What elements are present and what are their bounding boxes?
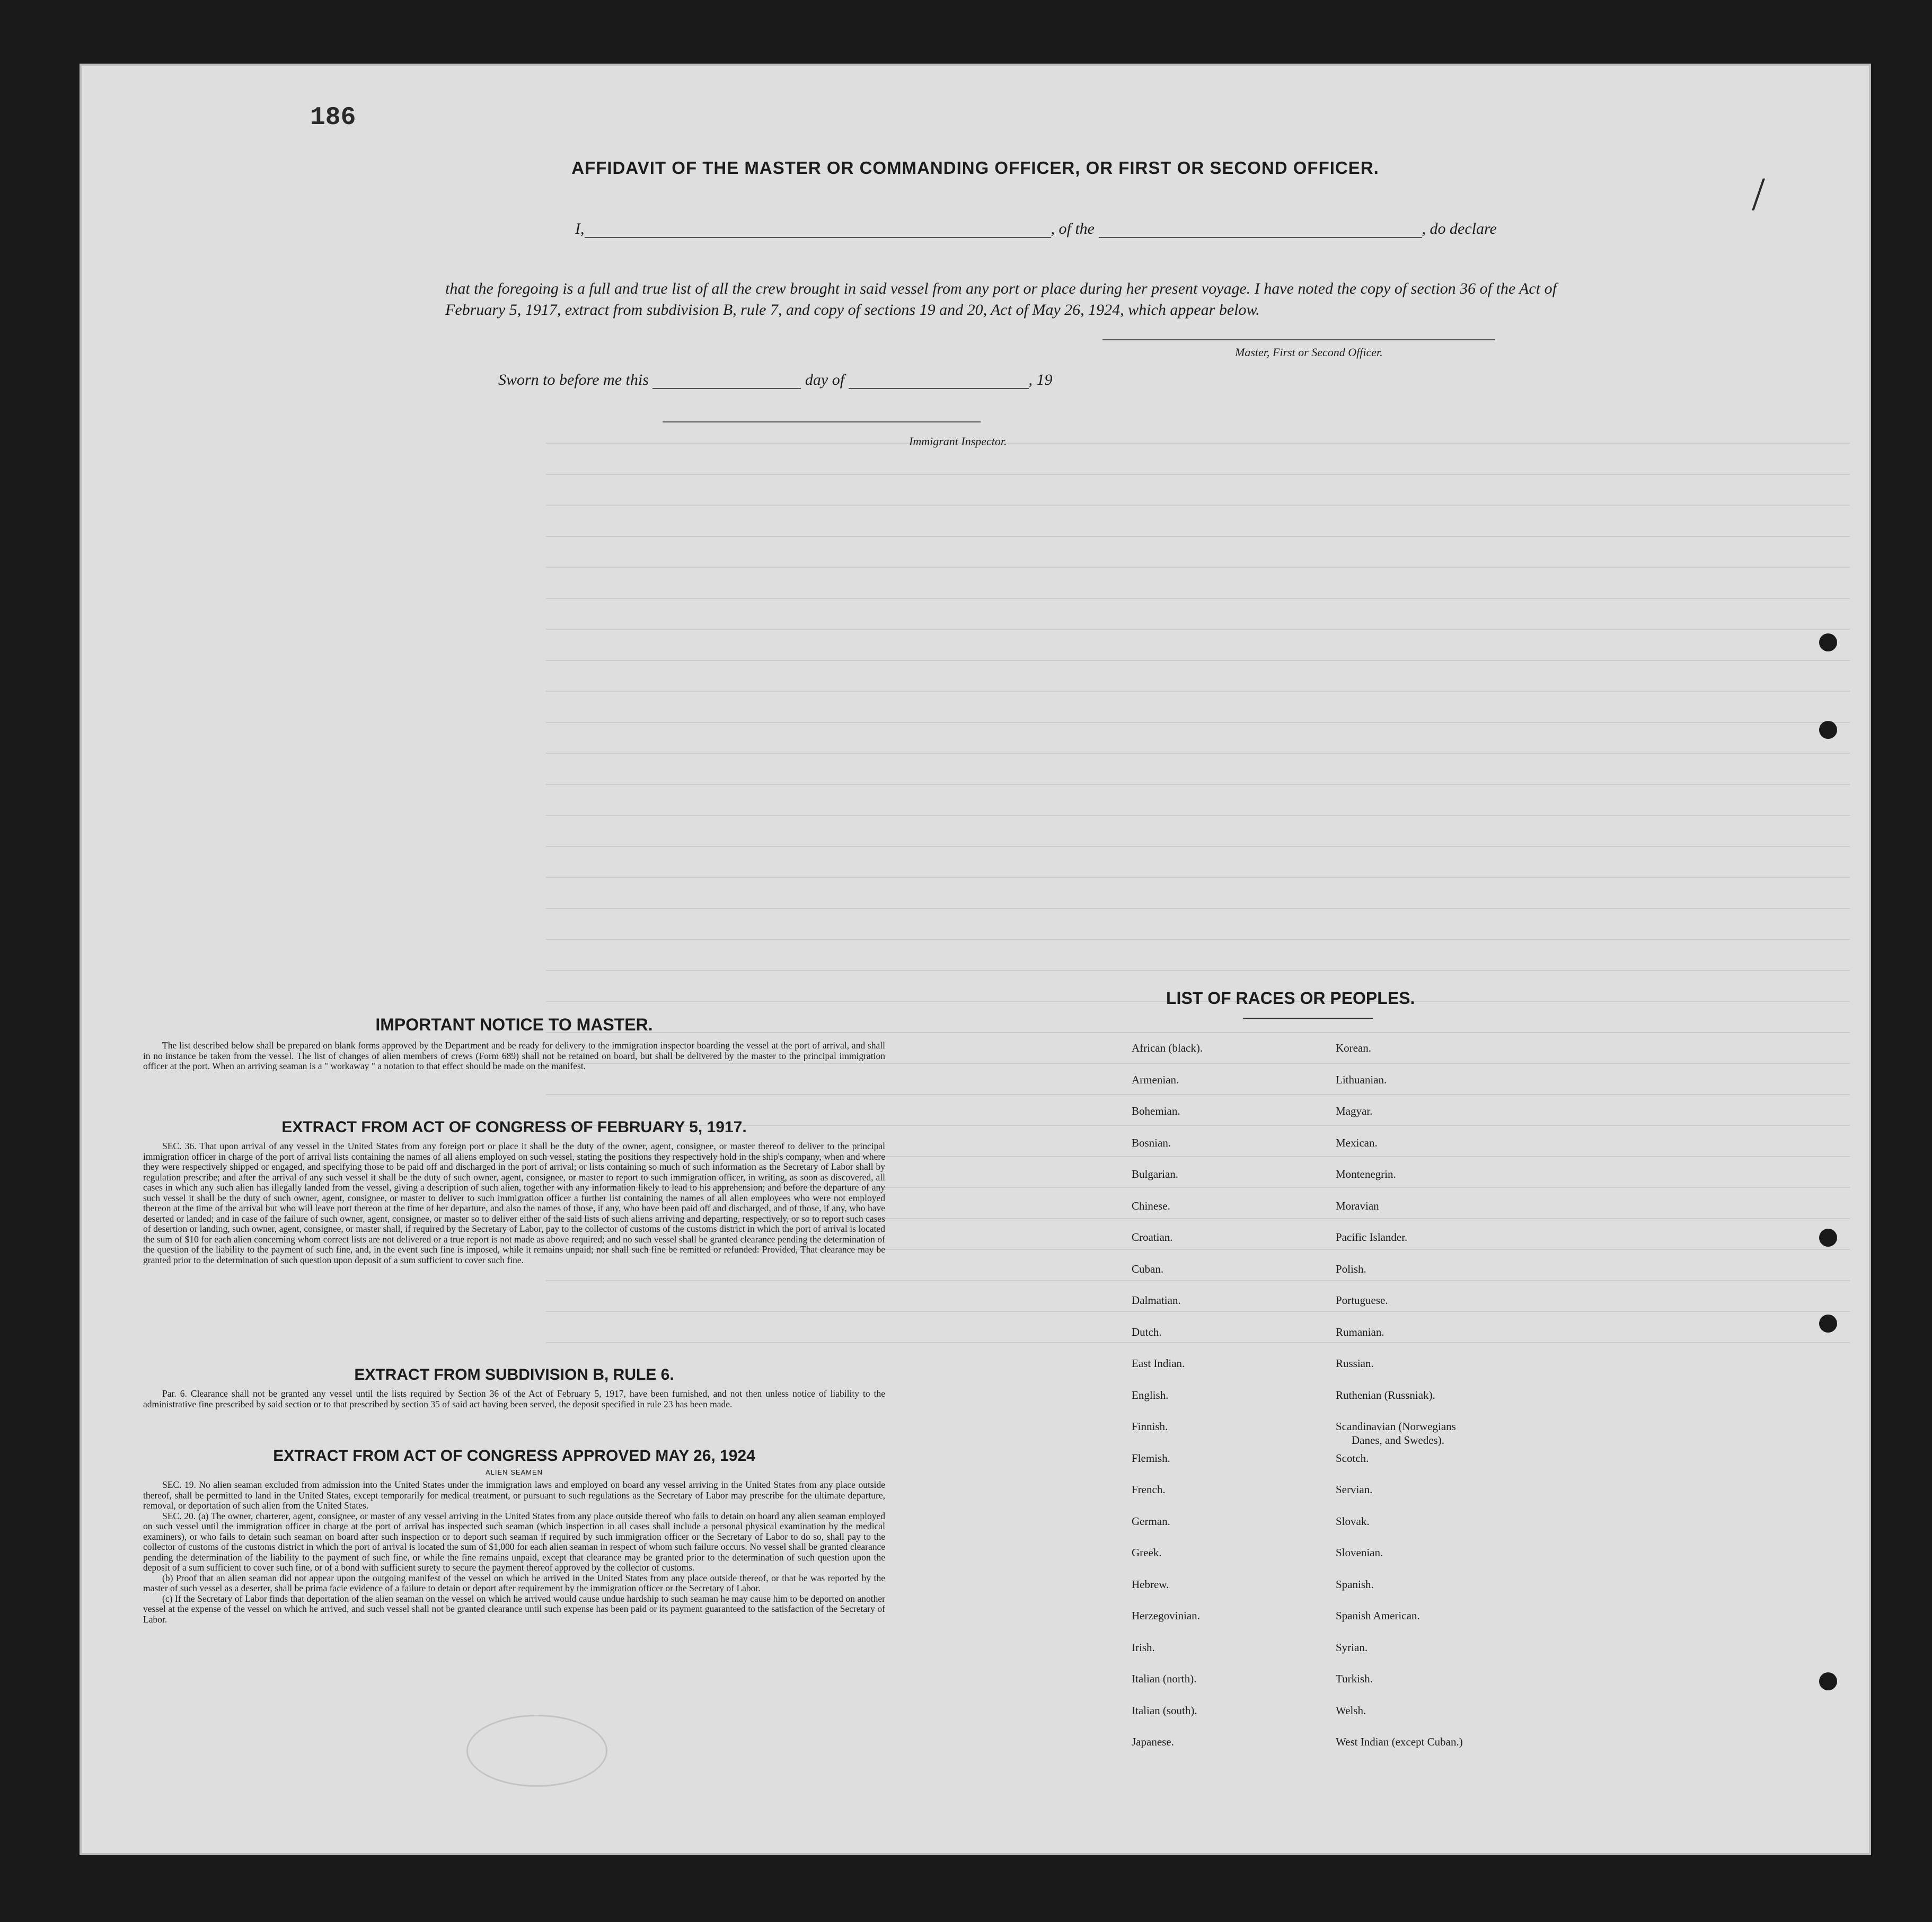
- affidavit-body: that the foregoing is a full and true list of all the crew brought in said vessel from any port or place during her present voyage. I have noted the copy of section 36 of the Act of February 5, 1917, extract from subdivision B, rule 7, and copy of sections 19 and 20, Act of May 26, 1924, which appear below.: [445, 280, 1557, 319]
- race-item: German.: [1132, 1514, 1170, 1528]
- inspector-label: Immigrant Inspector.: [909, 435, 1007, 448]
- ghost-rule: [546, 970, 1850, 971]
- month-blank[interactable]: [849, 372, 1029, 389]
- extract-1917-title: EXTRACT FROM ACT OF CONGRESS OF FEBRUARY 5, 1917.: [281, 1118, 747, 1136]
- race-item: Polish.: [1336, 1262, 1366, 1275]
- affidavit-do-declare: , do declare: [1422, 220, 1497, 237]
- race-item: Spanish American.: [1336, 1609, 1420, 1622]
- ghost-rule: [546, 691, 1850, 692]
- name-blank[interactable]: [585, 221, 1051, 238]
- signature-line[interactable]: [1102, 339, 1495, 340]
- race-item: East Indian.: [1132, 1357, 1185, 1370]
- races-title: LIST OF RACES OR PEOPLES.: [1166, 989, 1415, 1008]
- binder-hole: [1819, 633, 1837, 651]
- race-item: Irish.: [1132, 1641, 1155, 1654]
- ghost-rule: [546, 939, 1850, 940]
- race-item: Montenegrin.: [1336, 1168, 1396, 1180]
- ghost-rule: [546, 598, 1850, 599]
- race-item: Danes, and Swedes).: [1352, 1434, 1444, 1447]
- race-item: Magyar.: [1336, 1105, 1373, 1117]
- ghost-rule: [546, 1342, 1850, 1343]
- day-blank[interactable]: [652, 372, 801, 389]
- race-item: Korean.: [1336, 1042, 1372, 1054]
- ghost-rule: [546, 908, 1850, 909]
- ghost-rule: [546, 815, 1850, 816]
- ghost-rule: [546, 567, 1850, 568]
- race-item: Spanish.: [1336, 1577, 1374, 1591]
- binder-hole: [1819, 1672, 1837, 1690]
- binder-hole: [1819, 1229, 1837, 1247]
- ghost-rule: [546, 722, 1850, 723]
- race-item: Lithuanian.: [1336, 1073, 1387, 1086]
- day-of-label: day of: [805, 371, 845, 389]
- race-item: Turkish.: [1336, 1672, 1373, 1685]
- race-item: Ruthenian (Russniak).: [1336, 1388, 1435, 1401]
- faint-stamp: [466, 1715, 607, 1787]
- ghost-rule: [546, 753, 1850, 754]
- race-item: Bohemian.: [1132, 1105, 1180, 1117]
- race-item: Scandinavian (Norwegians: [1336, 1420, 1456, 1433]
- race-item: West Indian (except Cuban.): [1336, 1735, 1463, 1748]
- race-item: Dutch.: [1132, 1325, 1162, 1338]
- race-item: Moravian: [1336, 1199, 1379, 1212]
- page-number: 186: [310, 103, 356, 132]
- race-item: Italian (north).: [1132, 1672, 1197, 1685]
- margin-mark: /: [1752, 168, 1766, 221]
- document-sheet: [80, 64, 1871, 1855]
- race-item: Cuban.: [1132, 1262, 1164, 1275]
- ghost-rule: [546, 474, 1850, 475]
- race-item: Finnish.: [1132, 1420, 1168, 1433]
- ghost-rule: [546, 443, 1850, 444]
- ghost-rule: [546, 846, 1850, 847]
- race-item: Hebrew.: [1132, 1577, 1169, 1591]
- race-item: Flemish.: [1132, 1451, 1170, 1465]
- extract-1924-text: [143, 1480, 885, 1625]
- sec20a-paragraph: SEC. 20. (a) The owner, charterer, agent, consignee, or master of any vessel arriving in the United States from any place outside thereof who fails to detain on board any alien seaman employed on such vessel until the immigration officer in charge at the port of arrival has inspected such seaman (which inspection in all cases shall include a personal physical examination by the medical examiners), or who fails to detain such seaman on board after such inspection or to deport such seaman if required by such immigration officer or the Secretary of Labor to do so, shall pay to the collector of customs of the customs district in which the port of arrival is located the sum of $1,000 for each alien seaman in respect of whom such failure occurs. No vessel shall be granted clearance pending the determination of the liability to the payment of such fine, or while the fine remains unpaid, except that clearance may be granted prior to the determination of such question upon the deposit of a sum sufficient to cover such fine, or of a bond with sufficient surety to secure the payment thereof approved by the collector of customs.: [143, 1510, 885, 1573]
- races-title-rule: [1243, 1018, 1373, 1019]
- extract-1917-text: [143, 1141, 885, 1265]
- race-item: Herzegovinian.: [1132, 1609, 1200, 1622]
- affidavit-declaration-line: [575, 220, 1497, 238]
- signature-label: Master, First or Second Officer.: [1235, 346, 1383, 359]
- race-item: African (black).: [1132, 1042, 1203, 1054]
- race-item: Rumanian.: [1336, 1325, 1384, 1338]
- notice-paragraph: The list described below shall be prepared on blank forms approved by the Department and be ready for delivery to the immigration inspector boarding the vessel at the port of arrival, and shall in no instance be taken from the vessel. The list of changes of alien members of crews (Form 689) shall not be retained on board, but shall be delivered by the master to the principal immigration officer at the port. When an arriving seaman is a " workaway " a notation to that effect should be made on the manifest.: [143, 1040, 885, 1071]
- rule6-title: EXTRACT FROM SUBDIVISION B, RULE 6.: [354, 1366, 674, 1383]
- notice-title: IMPORTANT NOTICE TO MASTER.: [375, 1015, 653, 1034]
- race-item: Chinese.: [1132, 1199, 1170, 1212]
- race-item: Mexican.: [1336, 1136, 1378, 1149]
- race-item: Russian.: [1336, 1357, 1374, 1370]
- race-item: Syrian.: [1336, 1641, 1368, 1654]
- ghost-rule: [546, 784, 1850, 785]
- sec20b-paragraph: (b) Proof that an alien seaman did not appear upon the outgoing manifest of the vessel on which he arrived in the United States from any place outside thereof, or that he was reported by the master of such vessel as a deserter, shall be prima facie evidence of a failure to detain or deport after requirement by the immigration officer or the Secretary of Labor.: [143, 1572, 885, 1593]
- rule6-paragraph: Par. 6. Clearance shall not be granted any vessel until the lists required by Section 36 of the Act of February 5, 1917, have been furnished, and not then unless notice of liability to the administrative fine prescribed by said section or to that prescribed by section 35 of said act having been served, the deposit specified in rule 23 has been made.: [143, 1388, 885, 1409]
- inspector-signature-line[interactable]: [663, 421, 981, 422]
- vessel-blank[interactable]: [1099, 221, 1422, 238]
- race-item: Slovak.: [1336, 1514, 1370, 1528]
- sworn-line: [498, 371, 1053, 389]
- ghost-rule: [546, 505, 1850, 506]
- ghost-rule: [546, 536, 1850, 537]
- race-item: Bulgarian.: [1132, 1168, 1179, 1180]
- race-item: English.: [1132, 1388, 1169, 1401]
- binder-hole: [1819, 1315, 1837, 1333]
- race-item: Slovenian.: [1336, 1546, 1383, 1559]
- ghost-rule: [546, 1311, 1850, 1312]
- race-item: Armenian.: [1132, 1073, 1179, 1086]
- affidavit-i: I,: [575, 220, 585, 237]
- race-item: Dalmatian.: [1132, 1294, 1181, 1307]
- race-item: Servian.: [1336, 1483, 1373, 1496]
- sworn-prefix: Sworn to before me this: [498, 371, 649, 389]
- extract-1924-subtitle: ALIEN SEAMEN: [485, 1468, 543, 1476]
- race-item: Greek.: [1132, 1546, 1162, 1559]
- sec20c-paragraph: (c) If the Secretary of Labor finds that deportation of the alien seaman on the vessel on which he arrived would cause undue hardship to such seaman he may cause him to be deported on another vessel at the expense of the vessel on which he arrived, and such vessel shall not be granted clearance until such expense has been paid or its payment guaranteed to the satisfaction of the Secretary of Labor.: [143, 1593, 885, 1625]
- extract-1924-title: EXTRACT FROM ACT OF CONGRESS APPROVED MAY 26, 1924: [273, 1447, 755, 1465]
- year-label: , 19: [1028, 371, 1053, 389]
- ghost-rule: [546, 877, 1850, 878]
- sec19-paragraph: SEC. 19. No alien seaman excluded from admission into the United States under the immigration laws and employed on board any vessel arriving in the United States from any place outside thereof, shall be permitted to land in the United States, except temporarily for medical treatment, or pursuant to such regulations as the Secretary of Labor may prescribe for the ultimate departure, removal, or deportation of such alien from the United States.: [143, 1479, 885, 1511]
- race-item: Bosnian.: [1132, 1136, 1171, 1149]
- race-item: Portuguese.: [1336, 1294, 1388, 1307]
- race-item: Japanese.: [1132, 1735, 1174, 1748]
- race-item: Scotch.: [1336, 1451, 1369, 1465]
- affidavit-title: AFFIDAVIT OF THE MASTER OR COMMANDING OFFICER, OR FIRST OR SECOND OFFICER.: [571, 158, 1379, 178]
- ghost-rule: [546, 1280, 1850, 1281]
- binder-hole: [1819, 721, 1837, 739]
- sec36-paragraph: SEC. 36. That upon arrival of any vessel in the United States from any foreign port or place it shall be the duty of the owner, agent, consignee, or master thereof to deliver to the principal immigration officer in charge of the port of arrival lists containing the names of all aliens employed on such vessel, stating the positions they respectively hold in the ship's company, when and where they were respectively shipped or engaged, and specifying those to be paid off and discharged in the port of arrival; or lists containing so much of such information as the Secretary of Labor shall by regulation prescribe; and after the arrival of any such vessel it shall be the duty of such owner, agent, consignee, or master to report to such immigration officer, in writing, as soon as discovered, all cases in which any such alien has illegally landed from the vessel, giving a description of such alien, together with any information likely to lead to his apprehension; and before the departure of any such vessel it shall be the duty of such owner, agent, consignee, or master to deliver to such immigration officer a further list containing the names of all alien employees who were not employed thereon at the time of the arrival but who will leave port thereon at the time of her departure, and also the names of those, if any, who have been paid off and discharged, and of those, if any, who have deserted or landed; and in case of the failure of such owner, agent, consignee, or master so to deliver either of the said lists of such aliens arriving and departing, respectively, or so to report such cases of desertion or landing, such owner, agent, consignee, or master shall, if required by the Secretary of Labor, pay to the collector of customs of the customs district in which the port of arrival is located the sum of $10 for each alien concerning whom correct lists are not delivered or a true report is not made as above required; and no such vessel shall be granted clearance pending the determination of the question of the liability to the payment of such fine, and, in the event such fine is imposed, while it remains unpaid; nor shall such fine be remitted or refunded: Provided, That clearance may be granted prior to the determination of such question upon deposit of a sum sufficient to cover such fine.: [143, 1141, 885, 1265]
- ghost-rule: [546, 660, 1850, 661]
- rule6-text: [143, 1389, 885, 1409]
- race-item: Welsh.: [1336, 1704, 1366, 1717]
- race-item: Pacific Islander.: [1336, 1231, 1408, 1244]
- ghost-rule: [546, 1094, 1850, 1095]
- race-item: French.: [1132, 1483, 1166, 1496]
- ghost-rule: [546, 629, 1850, 630]
- notice-text: [143, 1041, 885, 1072]
- race-item: Croatian.: [1132, 1231, 1173, 1244]
- affidavit-of-the: , of the: [1051, 220, 1095, 237]
- race-item: Italian (south).: [1132, 1704, 1197, 1717]
